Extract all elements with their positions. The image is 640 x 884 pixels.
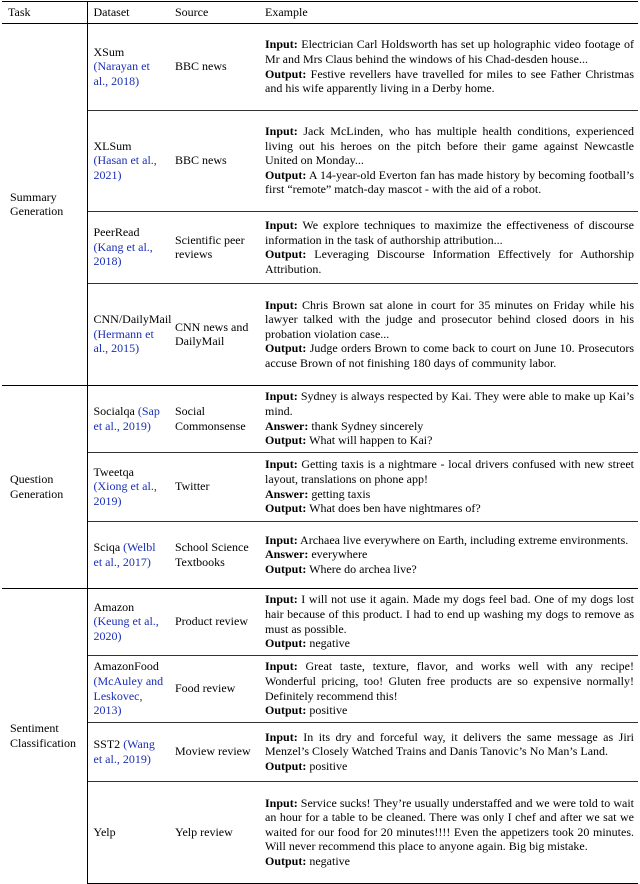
table-row (2, 521, 638, 588)
task-group (2, 385, 638, 588)
output-text: negative (309, 853, 350, 868)
output-text: Festive revellers have travelled for miles to see Father Christmas and his wife apparently living in a Derby home. (265, 66, 634, 96)
input-label: Input: (265, 389, 298, 404)
input-text: Getting taxis is a nightmare - local drivers confused with new street layout, translations on phone app! (265, 457, 634, 486)
input-text: Sydney is always respected by Kai. They were able to make up Kai’s mind. (265, 389, 634, 418)
task-group (2, 23, 638, 385)
example-cell (259, 23, 638, 110)
dataset-cell (87, 781, 169, 883)
table-row (2, 385, 638, 452)
example-cell (259, 385, 638, 452)
example-cell (259, 283, 638, 385)
table-row (2, 23, 638, 110)
output-text: Leveraging Discourse Information Effectively for Authorship Attribution. (265, 247, 635, 276)
example-cell (259, 781, 638, 883)
input-text: Electrician Carl Holdsworth has set up holographic video footage of Mr and Mrs Claus behind the windows of his Chad-desden house... (265, 37, 635, 66)
dataset-citation-link[interactable]: (Narayan et al., 2018) (93, 59, 150, 88)
table-row (2, 722, 638, 781)
output-label: Output: (265, 636, 307, 651)
input-text: Great taste, texture, flavor, and works well with any recipe! Wonderful pricing, too! Gluten free products are so expensive normally! Definitely recommend this! (265, 659, 634, 703)
output-label: Output: (265, 341, 307, 356)
dataset-cell (87, 385, 169, 452)
source-cell: Food review (169, 655, 259, 722)
output-text: Where do archea live? (309, 561, 417, 576)
dataset-cell (87, 722, 169, 781)
input-label: Input: (265, 124, 298, 139)
answer-text: getting taxis (311, 486, 371, 501)
answer-label: Answer: (265, 418, 309, 433)
input-label: Input: (265, 592, 298, 607)
dataset-name: Amazon (93, 599, 135, 614)
dataset-name: Sciqa (93, 540, 121, 554)
dataset-citation-link[interactable]: (Wang et al., 2019) (93, 737, 155, 766)
dataset-citation-link[interactable]: (Welbl et al., 2017) (93, 540, 156, 569)
header-task: Task (2, 2, 87, 24)
dataset-citation-link[interactable]: (Hermann et al., 2015) (93, 326, 154, 356)
output-text: What does ben have nightmares of? (309, 501, 481, 516)
dataset-citation-link[interactable]: (Hasan et al., 2021) (93, 153, 157, 182)
dataset-name: XLSum (93, 138, 132, 153)
source-cell: BBC news (169, 23, 259, 110)
dataset-cell (87, 521, 169, 588)
input-text: Jack McLinden, who has multiple health conditions, experienced living out his heroes on the pitch before their game against Newcastle United on Monday... (265, 124, 635, 168)
example-cell (259, 722, 638, 781)
dataset-cell (87, 283, 172, 385)
output-text: Judge orders Brown to come back to court on June 10. Prosecutors accuse Brown of not finishing 180 days of community labor. (265, 341, 634, 370)
answer-text: everywhere (311, 547, 368, 562)
dataset-name: Yelp (93, 824, 116, 839)
dataset-examples-table (2, 1, 638, 884)
output-text: A 14-year-old Everton fan has made history by becoming football’s first “remote” match-day mascot - with the aid of a robot. (265, 167, 634, 197)
dataset-cell (87, 452, 169, 521)
input-label: Input: (265, 297, 298, 312)
input-label: Input: (265, 217, 298, 232)
input-label: Input: (265, 729, 298, 744)
task-group (2, 588, 638, 883)
output-text: positive (309, 703, 348, 718)
table-row (2, 781, 638, 883)
table-row (2, 211, 638, 283)
example-cell (259, 588, 638, 655)
output-label: Output: (265, 66, 307, 81)
input-label: Input: (265, 457, 298, 472)
dataset-cell (87, 23, 169, 110)
header-dataset: Dataset (87, 2, 169, 24)
header-row (2, 2, 638, 24)
example-cell (259, 521, 638, 588)
dataset-name: XSum (93, 44, 125, 59)
dataset-cell (87, 211, 169, 283)
source-cell: Moview review (169, 722, 259, 781)
task-name: Question Generation (2, 385, 87, 588)
dataset-name: Socialqa (93, 404, 135, 418)
source-cell: Product review (169, 588, 259, 655)
example-cell (259, 211, 638, 283)
source-cell: Social Commonsense (169, 385, 259, 452)
dataset-name: SST2 (93, 737, 121, 751)
task-name: Sentiment Classification (2, 588, 87, 883)
output-label: Output: (265, 167, 307, 182)
input-label: Input: (265, 37, 298, 52)
dataset-citation-link[interactable]: (Kang et al., 2018) (93, 239, 153, 269)
input-text: Chris Brown sat alone in court for 35 minutes on Friday while his lawyer talked with the judge and prosecutor behind closed doors in his probation violation case... (265, 297, 635, 341)
dataset-citation-link[interactable]: (McAuley and Leskovec, 2013) (93, 674, 164, 718)
example-cell (259, 452, 638, 521)
output-label: Output: (265, 247, 307, 262)
table-row (2, 452, 638, 521)
table-row (2, 283, 638, 385)
header-source: Source (169, 2, 259, 24)
dataset-cell (87, 110, 169, 211)
answer-label: Answer: (265, 486, 309, 501)
task-name: Summary Generation (2, 23, 87, 385)
dataset-cell (87, 655, 169, 722)
dataset-name: PeerRead (93, 225, 140, 240)
source-cell: School Science Textbooks (169, 521, 259, 588)
dataset-citation-link[interactable]: (Sap et al., 2019) (93, 404, 160, 433)
dataset-name: Tweetqa (93, 464, 134, 479)
input-text: Service sucks! They’re usually understaffed and we were told to wait an hour for a table to be cleaned. There was only I chef and after we sat we waited for our food for 20 minutes!!!! Even the appetizers took 20 minutes. Will never recommend this place to anyone again. Big big mistake. (265, 795, 634, 854)
table-row (2, 110, 638, 211)
table-row (2, 588, 638, 655)
input-text: Archaea live everywhere on Earth, including extreme environments. (300, 532, 629, 547)
output-label: Output: (265, 561, 307, 576)
input-label: Input: (265, 532, 298, 547)
output-label: Output: (265, 703, 307, 718)
example-cell (259, 110, 638, 211)
answer-text: thank Sydney sincerely (311, 418, 424, 433)
source-cell: Scientific peer reviews (169, 211, 259, 283)
dataset-name: AmazonFood (93, 659, 159, 674)
dataset-name: CNN/DailyMail (93, 312, 172, 327)
input-text: In its dry and forceful way, it delivers the same message as Jiri Menzel’s Closely Watched Trains and Danis Tanovic’s No Man’s Land. (265, 729, 635, 759)
dataset-cell (87, 588, 169, 655)
table-row (2, 655, 638, 722)
input-text: I will not use it again. Made my dogs feel bad. One of my dogs lost hair because of this product. I had to end up washing my dogs to remove as must as possible. (265, 592, 634, 636)
input-label: Input: (265, 795, 298, 810)
source-cell: Twitter (169, 452, 259, 521)
output-label: Output: (265, 501, 307, 516)
input-text: We explore techniques to maximize the effectiveness of discourse information in the task of authorship attribution... (265, 217, 634, 247)
answer-label: Answer: (265, 547, 309, 562)
dataset-citation-link[interactable]: (Xiong et al., 2019) (93, 479, 157, 508)
output-label: Output: (265, 853, 307, 868)
source-cell: BBC news (169, 110, 259, 211)
source-cell: Yelp review (169, 781, 259, 883)
output-text: negative (309, 636, 350, 651)
output-text: What will happen to Kai? (309, 433, 433, 448)
output-label: Output: (265, 433, 307, 448)
output-label: Output: (265, 758, 307, 773)
example-cell (259, 655, 638, 722)
header-example: Example (259, 2, 638, 24)
dataset-citation-link[interactable]: (Keung et al., 2020) (93, 614, 159, 643)
input-label: Input: (265, 659, 298, 674)
source-cell: CNN news and DailyMail (169, 283, 259, 385)
output-text: positive (309, 758, 348, 773)
